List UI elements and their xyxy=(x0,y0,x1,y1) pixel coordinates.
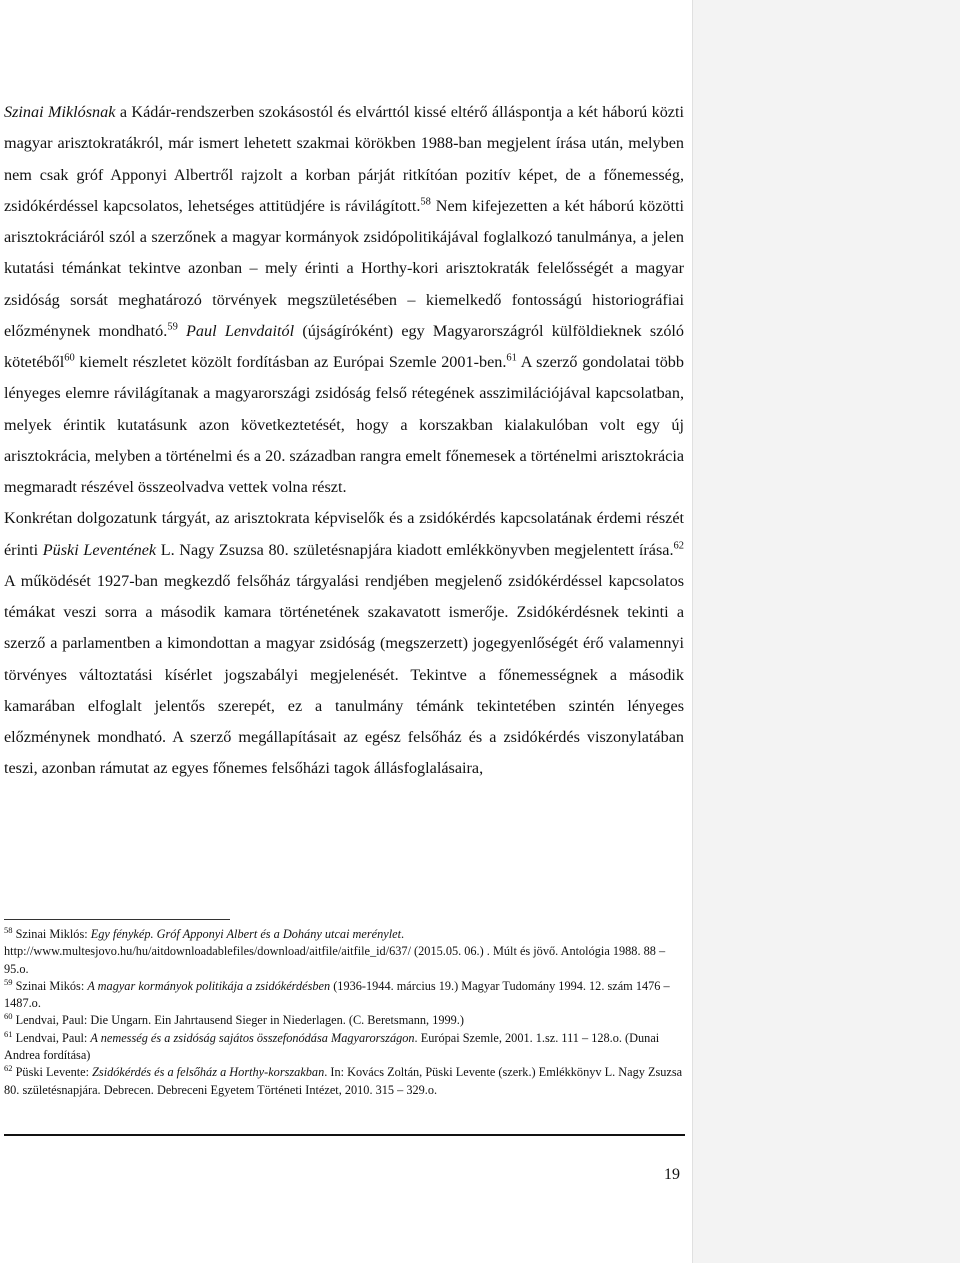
footnote-text: . Európai Szemle, 2001. 1.sz. 111 – 128.o. (Dunai Andrea fordítása) xyxy=(4,1030,660,1063)
footnote-ref[interactable]: 62 xyxy=(673,540,684,552)
footnote-number: 58 xyxy=(4,924,13,935)
page-bottom-rule xyxy=(4,1134,685,1136)
footnotes xyxy=(4,926,684,1099)
paragraph-text: kiemelt részletet közölt fordításban az Európai Szemle 2001-ben. xyxy=(74,353,507,371)
paragraph-text: (újságíróként) egy Magyarországról külföldieknek szóló kötetéből xyxy=(4,321,685,371)
footnote-number: 61 xyxy=(4,1028,13,1039)
paragraph-1 xyxy=(4,97,684,503)
paragraph-text: a Kádár-rendszerben szokásostól és elvárttól kissé eltérő álláspontja a két háború közti magyar arisztokratákról, már ismert lehetett szakmai körökben 1988-ban megjelent írása után, melyben nem csak gróf Apponyi Albertről rajzolt a korban párját ritkítóan pozitív képet, de a főnemesség, zsidókérdéssel kapcsolatos, lehetséges attitüdjére is rávilágított. xyxy=(4,103,684,215)
comment-margin-pane xyxy=(692,0,960,1263)
footnote-number: 59 xyxy=(4,976,13,987)
footnote xyxy=(4,1012,684,1029)
footnote-title: Egy fénykép. Gróf Apponyi Albert és a Dohány utcai merénylet xyxy=(90,927,402,941)
footnote xyxy=(4,926,684,978)
footnote-number: 62 xyxy=(4,1063,13,1074)
footnote-number: 60 xyxy=(4,1011,13,1022)
paragraph-text: Nem kifejezetten a két háború közötti arisztokráciáról szól a szerzőnek a magyar kormányok zsidópolitikájával foglalkozó tanulmánya, a jelen kutatási témánkat tekintve azonban – mely érinti a Horthy-kori arisztokraták felelősségét a magyar zsidóság sorsát meghatározó törvények megszületésében – kiemelkedő fontosságú historiográfiai előzménynek mondható. xyxy=(4,196,685,340)
footnote-title: Zsidókérdés és a felsőház a Horthy-korszakban xyxy=(92,1065,325,1080)
footnote-text: Lendvai, Paul: Die Ungarn. Ein Jahrtausend Sieger in Niederlagen. (C. Beretsmann, 1999.) xyxy=(15,1013,464,1028)
author-name: Püski Leventének xyxy=(42,540,157,559)
footnote-separator xyxy=(4,919,230,920)
document-body xyxy=(4,97,684,785)
footnote-text: . http://www.multesjovo.hu/hu/aitdownloadablefiles/download/aitfile/aitfile_id/637/ (2015.05. 06.) . Múlt és jövő. Antológia 1988. 88 – 95.o. xyxy=(4,927,666,976)
paragraph-2 xyxy=(4,503,684,784)
footnote-ref[interactable]: 61 xyxy=(506,352,517,364)
footnote-ref[interactable]: 59 xyxy=(167,321,178,333)
page-number: 19 xyxy=(664,1166,680,1183)
footnote-title: A magyar kormányok politikája a zsidókérdésben xyxy=(87,978,331,993)
footnote-ref[interactable]: 60 xyxy=(64,352,75,364)
footnote-text: Püski Levente: xyxy=(15,1065,93,1080)
footnote-text: Szinai Miklós: xyxy=(15,927,91,941)
footnote-text: . In: Kovács Zoltán, Püski Levente (szerk.) Emlékkönyv L. Nagy Zsuzsa 80. születésnapjára. Debrecen. Debreceni Egyetem Történeti Intézet, 2010. 315 – 329.o. xyxy=(4,1065,683,1097)
footnote-text: (1936-1944. március 19.) Magyar Tudomány 1994. 12. szám 1476 – 1487.o. xyxy=(4,978,670,1011)
paragraph-text: Konkrétan dolgozatunk tárgyát, az arisztokrata képviselők és a zsidókérdés kapcsolatának érdemi részét érinti xyxy=(4,509,684,559)
footnote xyxy=(4,1030,684,1065)
paragraph-text: L. Nagy Zsuzsa 80. születésnapjára kiadott emlékkönyvben megjelentett írása. xyxy=(156,540,674,559)
footnote-text: Szinai Mikós: xyxy=(15,978,88,993)
footnote xyxy=(4,978,684,1013)
author-name: Paul Lenvdaitól xyxy=(186,321,295,340)
author-name: Szinai Miklósnak xyxy=(4,103,116,121)
footnote-text: Lendvai, Paul: xyxy=(15,1030,91,1045)
footnote-title: A nemesség és a zsidóság sajátos összefonódása Magyarországon xyxy=(90,1030,415,1045)
paragraph-text: A működését 1927-ban megkezdő felsőház tárgyalási rendjében megjelenő zsidókérdéssel kapcsolatos témákat veszi sorra a második kamara történetének szakavatott ismerője. Zsidókérdésnek tekinti a szerző a parlamentben a kimondottan a magyar zsidóság (megszerzett) jogegyenlőségét érő valamennyi törvényes változtatási kísérlet jogszabályi megjelenését. Tekintve a főnemességnek a második kamarában elfoglalt jelentős szerepét, ez a tanulmány témánk tekintetében szintén lényeges előzménynek mondható. A szerző megállapításait az egész felsőház és a zsidókérdés viszonylatában teszi, azonban rámutat az egyes főnemes felsőházi tagok állásfoglalásaira, xyxy=(4,571,684,778)
footnote-ref[interactable]: 58 xyxy=(420,196,431,208)
footnote xyxy=(4,1064,684,1099)
paragraph-text: A szerző gondolatai több lényeges elemre rávilágítanak a magyarországi zsidóság felső rétegének asszimilációjával kapcsolatban, melyek érintik kutatásunk azon következtetését, hogy a korszakban kialakulóban volt egy új arisztokrácia, melyben a történelmi és a 20. században rangra emelt főnemesek a történelmi arisztokrácia megmaradt részével összeolvadva vettek volna részt. xyxy=(4,353,685,496)
